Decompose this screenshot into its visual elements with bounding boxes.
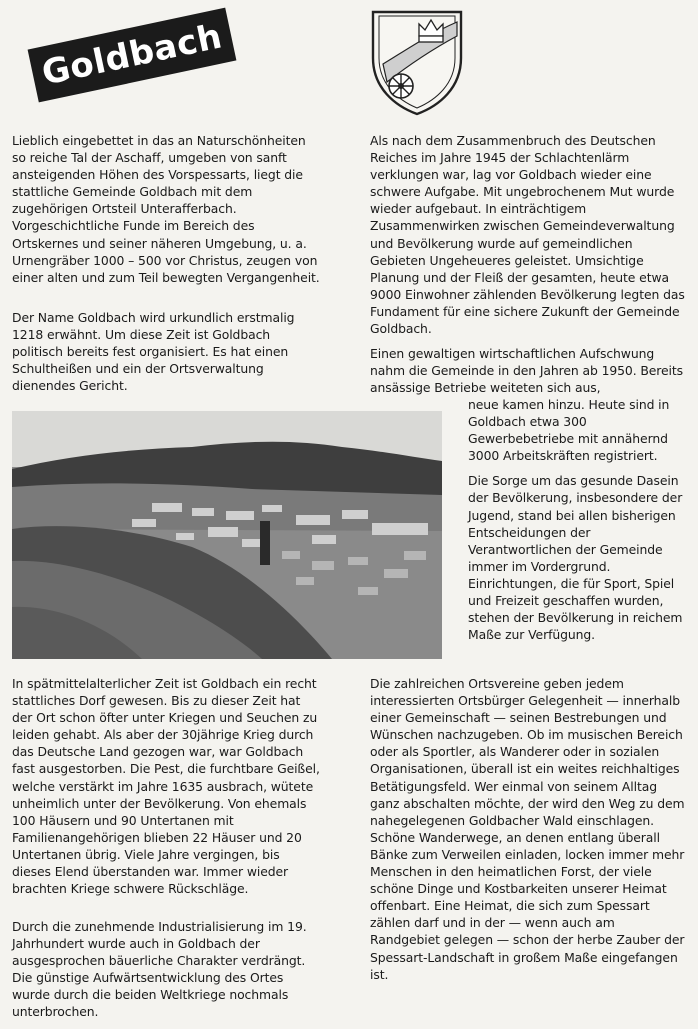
coat-of-arms-icon bbox=[369, 6, 465, 118]
page-title: Goldbach bbox=[38, 16, 226, 94]
economy-continued-paragraph: neue kamen hinzu. Heute sind in Goldbach etwa 300 Gewerbebetriebe mit annähernd 3000 Arbeitskräften registriert. bbox=[468, 397, 670, 464]
wheel-icon bbox=[389, 74, 413, 98]
name-history-paragraph: Der Name Goldbach wird urkundlich erstmalig 1218 erwähnt. Um diese Zeit ist Goldbach politisch bereits fest organisiert. Es hat einen Schultheißen und ein der Ortsverwaltung dienendes Gericht. bbox=[12, 310, 295, 394]
economy-paragraph: Einen gewaltigen wirtschaftlichen Aufschwung nahm die Gemeinde in den Jahren ab 1950. Bereits ansässige Betriebe weiteten sich aus, bbox=[370, 346, 684, 396]
narrow-column bbox=[468, 396, 690, 643]
postwar-paragraph: Als nach dem Zusammenbruch des Deutschen Reiches im Jahre 1945 der Schlachtenlärm verklungen war, lag vor Goldbach wieder eine schwere Aufgabe. Mit ungebrochenem Mut wurde wieder aufgebaut. In einträchtigem Zusammenwirken zwischen Gemeindeverwaltung und Bevölkerung wurde auf gemeindlichen Gebieten Ungeheueres geleistet. Umsichtige Planung und der Fleiß der gesamten, heute etwa 9000 Einwohner zählenden Bevölkerung legten das Fundament für eine sichere Zukunft der Gemeinde Goldbach. bbox=[370, 133, 685, 337]
clubs-paragraph: Die zahlreichen Ortsvereine geben jedem interessierten Ortsbürger Gelegenheit — innerhalb einer Gemeinschaft — seinen Bestrebungen und Wünschen nachzugeben. Ob im musischen Bereich oder als Sportler, als Wanderer oder in sozialen Organisationen, überall ist ein weites reichhaltiges Betätigungsfeld. Wer einmal von seinem Alltag ganz abschalten möchte, der wird den Weg zu dem nahegelegenen Goldbacher Wald einschlagen. Schöne Wanderwege, an denen entlang überall Bänke zum Verweilen einladen, locken immer mehr Menschen in den heimatlichen Forst, der viele schöne Dinge und Kostbarkeiten unserer Heimat offenbart. Eine Heimat, die sich zum Spessart zählen darf und in der — wenn auch am Randgebiet gelegen — schon der herbe Zauber der Spessart-Landschaft in großem Maße eingefangen ist. bbox=[370, 676, 685, 982]
youth-paragraph: Die Sorge um das gesunde Dasein der Bevölkerung, insbesondere der Jugend, stand bei allen bisherigen Entscheidungen der Verantwortlichen der Gemeinde immer im Vordergrund. Einrichtungen, die für Sport, Spiel und Freizeit geschaffen wurden, stehen der Bevölkerung in reichem Maße zur Verfügung. bbox=[468, 473, 683, 643]
medieval-paragraph: In spätmittelalterlicher Zeit ist Goldbach ein recht stattliches Dorf gewesen. Bis zu dieser Zeit hat der Ort schon öfter unter Kriegen und Seuchen zu leiden gehabt. Als aber der 30jährige Krieg durch das Deutsche Land gezogen war, war Goldbach fast ausgestorben. Die Pest, die furchtbare Geißel, welche verstärkt im Jahre 1635 ausbrach, wütete unheimlich unter der Bevölkerung. Von ehemals 100 Häusern und 90 Untertanen mit Familienangehörigen blieben 22 Häuser und 20 Untertanen übrig. Viele Jahre vergingen, bis dieses Elend überstanden war. Immer wieder brachten Kriege schwere Rückschläge. bbox=[12, 676, 320, 897]
industrialization-paragraph: Durch die zunehmende Industrialisierung im 19. Jahrhundert wurde auch in Goldbach der ausgesprochen bäuerliche Charakter verdrängt. Die günstige Aufwärtsentwicklung des Ortes wurde durch die beiden Weltkriege nochmals unterbrochen. bbox=[12, 919, 307, 1020]
intro-paragraph: Lieblich eingebettet in das an Naturschönheiten so reiche Tal der Aschaff, umgeben von sanft ansteigenden Höhen des Vorspessarts, liegt die stattliche Gemeinde Goldbach mit dem zugehörigen Ortsteil Unterafferbach. Vorgeschichtliche Funde im Bereich des Ortskernes und seiner näheren Umgebung, u. a. Urnengräber 1000 – 500 vor Christus, zeugen von einer alten und zum Teil bewegten Vergangenheit. bbox=[12, 133, 320, 285]
landscape-photo bbox=[12, 411, 442, 659]
title-banner bbox=[28, 8, 237, 103]
